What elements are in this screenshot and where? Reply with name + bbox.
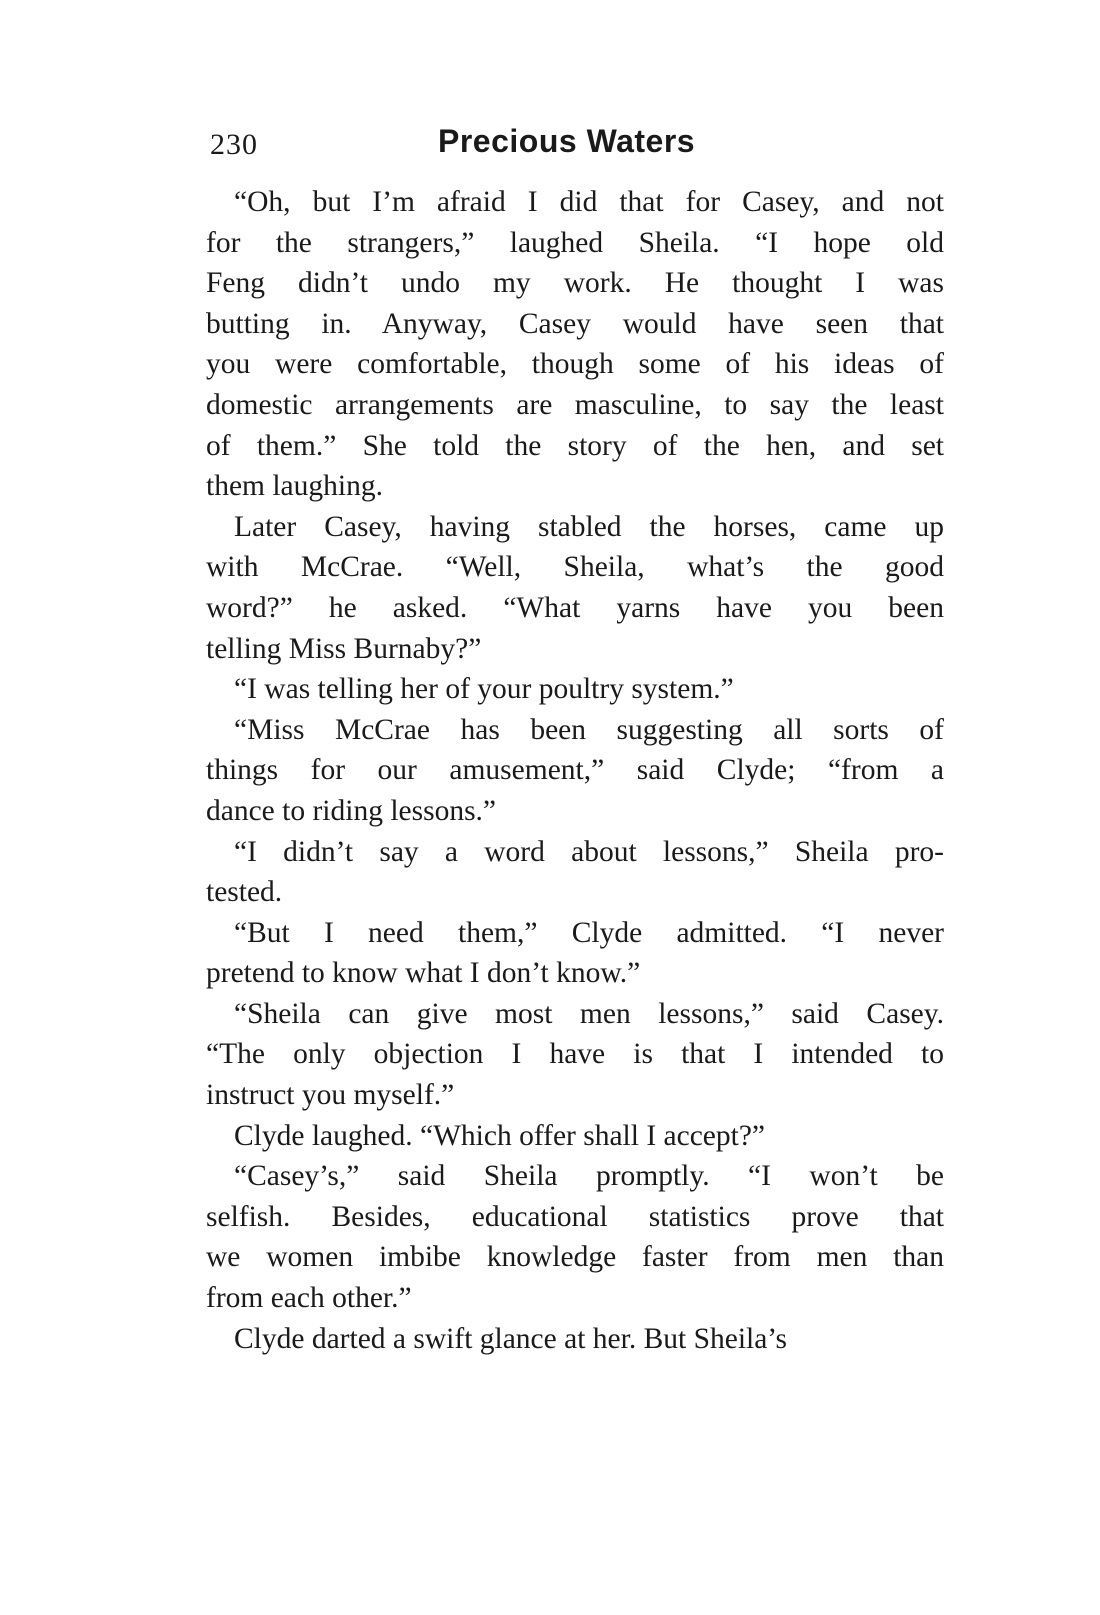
text-line: “Miss McCrae has been suggesting all sorts of [234,713,944,746]
text-line: dance to riding lessons.” [206,794,497,827]
text-line: from each other.” [206,1282,412,1315]
running-title: Precious Waters [438,123,696,159]
text-line: Later Casey, having stabled the horses, came up [234,510,944,543]
text-line: selfish. Besides, educational statistics prove that [206,1200,944,1233]
body-text [206,182,944,1359]
text-line: Clyde laughed. “Which offer shall I accept?” [234,1119,766,1152]
text-line: of them.” She told the story of the hen, and set [206,429,944,462]
text-line: with McCrae. “Well, Sheila, what’s the good [206,551,944,584]
text-line: Clyde darted a swift glance at her. But Sheila’s [234,1322,787,1355]
text-line: “The only objection I have is that I intended to [206,1038,944,1071]
text-line: butting in. Anyway, Casey would have seen that [206,307,944,340]
text-line: “I was telling her of your poultry system.” [234,673,734,706]
text-line: instruct you myself.” [206,1079,455,1112]
text-line: domestic arrangements are masculine, to say the least [206,388,944,421]
text-line: them laughing. [206,470,383,503]
page-number: 230 [210,128,258,161]
text-line: tested. [206,876,283,909]
text-line: “Casey’s,” said Sheila promptly. “I won’t be [234,1160,944,1193]
text-line: “Oh, but I’m afraid I did that for Casey, and not [234,186,944,218]
text-line: pretend to know what I don’t know.” [206,957,641,990]
text-line: Feng didn’t undo my work. He thought I was [206,267,944,300]
text-line: for the strangers,” laughed Sheila. “I hope old [206,226,944,259]
text-line: “I didn’t say a word about lessons,” Sheila pro- [234,835,944,868]
text-line: telling Miss Burnaby?” [206,632,482,665]
text-line: “Sheila can give most men lessons,” said Casey. [234,997,944,1030]
page-header [210,118,950,168]
text-line: things for our amusement,” said Clyde; “from a [206,754,944,787]
text-line: you were comfortable, though some of his ideas of [206,348,944,381]
text-line: we women imbibe knowledge faster from men than [206,1241,944,1274]
text-line: “But I need them,” Clyde admitted. “I never [234,916,944,949]
text-line: word?” he asked. “What yarns have you been [206,591,944,624]
